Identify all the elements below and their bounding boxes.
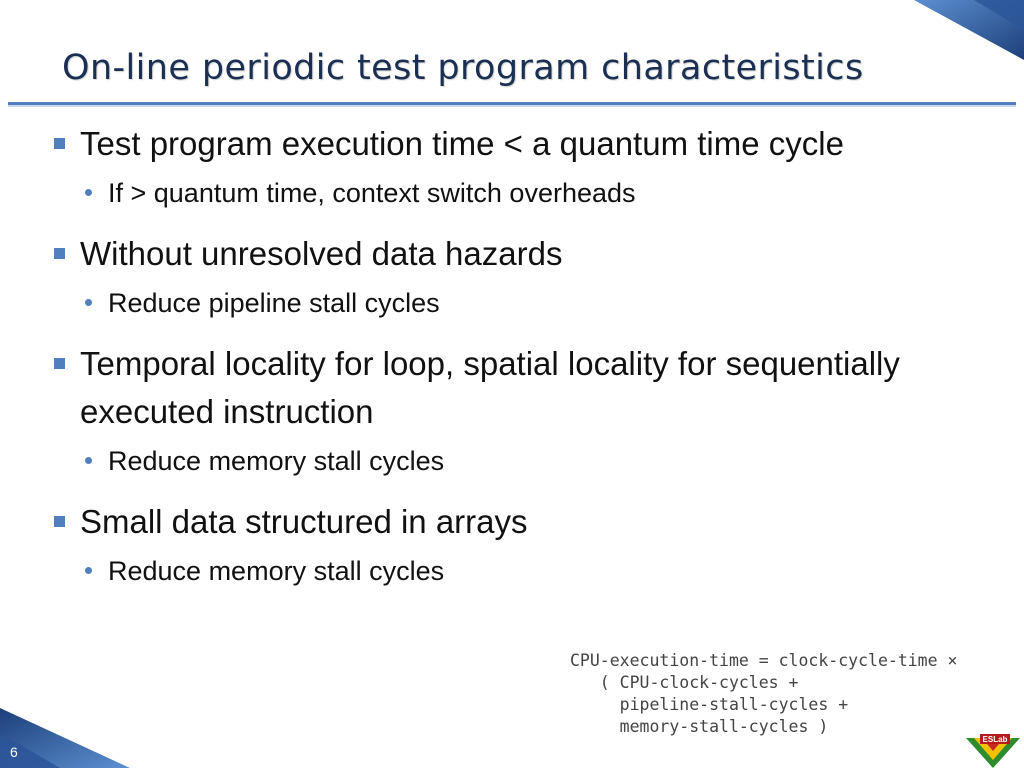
bullet-group <box>48 230 938 322</box>
svg-text:ESLab: ESLab <box>982 735 1008 744</box>
eslab-logo-icon <box>966 734 1020 768</box>
bullet-text: Temporal locality for loop, spatial locality for sequentially executed instruction <box>80 345 900 430</box>
square-bullet-icon <box>54 516 65 527</box>
square-bullet-icon <box>54 248 65 259</box>
cpu-time-formula <box>570 650 957 738</box>
bullet-text: Small data structured in arrays <box>80 503 528 540</box>
round-bullet-icon <box>85 189 92 196</box>
formula-line: ( CPU-clock-cycles + <box>570 673 799 692</box>
bullet-group <box>48 120 938 212</box>
sub-bullet-text: Reduce memory stall cycles <box>108 446 445 476</box>
slide-title: On-line periodic test program characteristics <box>62 48 864 88</box>
sub-bullet-item <box>48 442 938 480</box>
bullet-group <box>48 340 938 480</box>
sub-bullet-text: Reduce pipeline stall cycles <box>108 288 440 318</box>
sub-bullet-text: If > quantum time, context switch overheads <box>108 178 636 208</box>
round-bullet-icon <box>85 567 92 574</box>
bullet-list <box>48 120 938 608</box>
sub-bullet-item <box>48 284 938 322</box>
bullet-item <box>48 230 938 278</box>
corner-decoration-top-right <box>884 0 1024 60</box>
bullet-text: Test program execution time < a quantum time cycle <box>80 125 844 162</box>
round-bullet-icon <box>85 299 92 306</box>
square-bullet-icon <box>54 358 65 369</box>
bullet-text: Without unresolved data hazards <box>80 235 563 272</box>
bullet-group <box>48 498 938 590</box>
sub-bullet-item <box>48 174 938 212</box>
bullet-item <box>48 340 938 436</box>
bullet-item <box>48 498 938 546</box>
round-bullet-icon <box>85 457 92 464</box>
sub-bullet-text: Reduce memory stall cycles <box>108 556 445 586</box>
sub-bullet-item <box>48 552 938 590</box>
formula-line: memory-stall-cycles ) <box>570 717 829 736</box>
bullet-item <box>48 120 938 168</box>
page-number: 6 <box>10 744 18 760</box>
formula-line: pipeline-stall-cycles + <box>570 695 849 714</box>
corner-decoration-bottom-left <box>0 708 130 768</box>
formula-line: CPU-execution-time = clock-cycle-time × <box>570 651 958 670</box>
square-bullet-icon <box>54 138 65 149</box>
title-underline <box>8 102 1016 105</box>
